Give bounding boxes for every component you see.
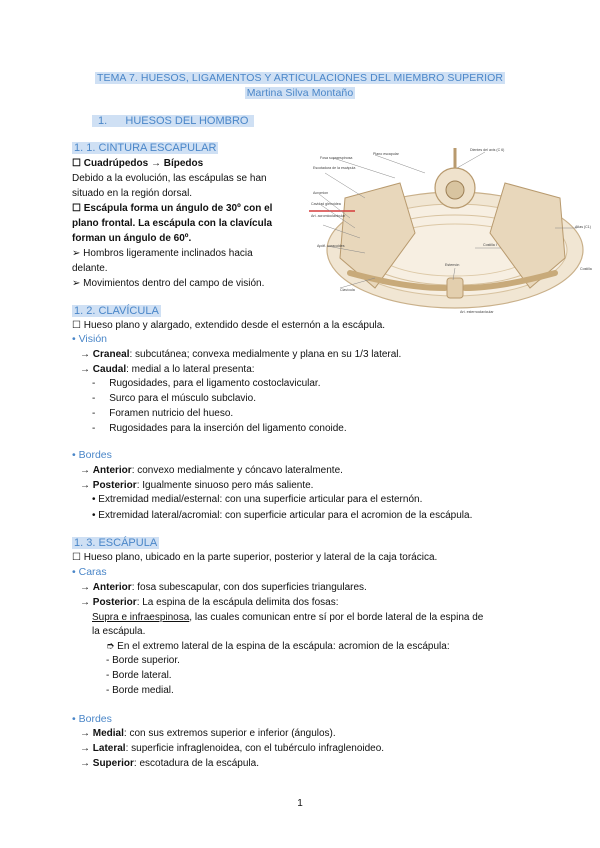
anterior-line: → Anterior: convexo medialmente y cóncavo lateralmente. (80, 465, 343, 476)
extremity-medial: • Extremidad medial/esternal: con una superficie articular para el esternón. (92, 494, 423, 505)
bullet-shoulders: ➢ Hombros ligeramente inclinados hacia (72, 248, 253, 259)
acromion-sub-item: - Borde lateral. (106, 670, 172, 681)
clavicle-intro: ☐ Hueso plano y alargado, extendido desde el esternón a la escápula. (72, 320, 386, 331)
medial-line: → Medial: con sus extremos superior e inferior (ángulos). (80, 728, 336, 739)
figure-label: Fosa supraespinosa (320, 156, 353, 160)
figure-label: Atlas (C1) (575, 225, 591, 229)
list-item: - Surco para el músculo subclavio. (92, 393, 256, 404)
quadrupeds-line: ☐ Cuadrúpedos → Bípedos (72, 158, 204, 169)
figure-label: Escotadura de la escápula (313, 166, 356, 170)
caras-label: • Caras (72, 566, 107, 578)
paragraph-angle-2: plano frontal. La escápula con la clavícula (72, 218, 273, 229)
page-number: 1 (297, 798, 303, 809)
document-title: TEMA 7. HUESOS, LIGAMENTOS Y ARTICULACIONES DEL MIEMBRO SUPERIOR (96, 72, 504, 84)
scapula-posterior-line: → Posterior: La espina de la escápula delimita dos fosas: (80, 597, 339, 608)
paragraph-evolution: Debido a la evolución, las escápulas se han (72, 173, 267, 184)
section-heading: 1. HUESOS DEL HOMBRO (92, 115, 254, 127)
figure-label: Clavícula (340, 288, 355, 292)
vision-label: • Visión (72, 333, 108, 345)
bullet-shoulders-2: delante. (72, 263, 108, 274)
bordes-label: • Bordes (72, 449, 112, 461)
acromion-sub-item: - Borde superior. (106, 655, 180, 666)
paragraph-evolution-2: situado en la región dorsal. (72, 188, 193, 199)
list-item: - Rugosidades para la inserción del ligamento conoide. (92, 423, 347, 434)
subsection-heading-escapula: 1. 3. ESCÁPULA (74, 537, 158, 549)
acromion-line: ➮ En el extremo lateral de la espina de la escápula: acromion de la escápula: (106, 641, 450, 652)
paragraph-angle-3: forman un ángulo de 60º. (72, 233, 192, 244)
figure-label: Esternón (445, 263, 460, 267)
paragraph-angle-1: ☐ Escápula forma un ángulo de 30º con el (72, 203, 273, 214)
craneal-line: → Craneal: subcutánea; convexa medialmente y plana en su 1/3 lateral. (80, 349, 402, 360)
figure-label: Art. acromioclavicular (311, 214, 346, 218)
scapula-anterior-line: → Anterior: fosa subescapular, con dos superficies triangulares. (80, 582, 367, 593)
acromion-sub-item: - Borde medial. (106, 685, 174, 696)
figure-label: Cavidad glenoidea (311, 202, 341, 206)
extremity-lateral: • Extremidad lateral/acromial: con superficie articular para el acromion de la escápula. (92, 510, 473, 521)
caudal-line: → Caudal: medial a lo lateral presenta: (80, 364, 255, 375)
bullet-vision: ➢ Movimientos dentro del campo de visión. (72, 278, 265, 289)
document-author: Martina Silva Montaño (246, 87, 354, 99)
subsection-heading-clavicula: 1. 2. CLAVÍCULA (74, 305, 159, 317)
figure-label: Plano escapular (373, 152, 399, 156)
figure-label: Dientes del axis (C 6) (470, 148, 505, 152)
scapula-intro: ☐ Hueso plano, ubicado en la parte superior, posterior y lateral de la caja torácica. (72, 552, 438, 563)
lateral-line: → Lateral: superficie infraglenoidea, con el tubérculo infraglenoideo. (80, 743, 385, 754)
supra-infra-line-2: la escápula. (92, 626, 146, 637)
figure-label: Art. esternoclavicular (460, 310, 494, 314)
superior-line: → Superior: escotadura de la escápula. (80, 758, 259, 769)
figure-label: Apófi. coracoides (317, 244, 345, 248)
subsection-heading-cintura: 1. 1. CINTURA ESCAPULAR (74, 142, 217, 154)
figure-label: Acromion (313, 191, 329, 195)
shoulder-girdle-illustration (305, 138, 600, 316)
list-item: - Rugosidades, para el ligamento costoclavicular. (92, 378, 321, 389)
supra-infra-line: Supra e infraespinosa, las cuales comunican entre sí por el borde lateral de la espina de (92, 612, 484, 623)
posterior-line: → Posterior: Igualmente sinuoso pero más saliente. (80, 480, 314, 491)
scapula-bordes-label: • Bordes (72, 713, 112, 725)
figure-label: Costilla I (483, 243, 497, 247)
figure-label: Costilla (580, 267, 592, 271)
list-item: - Foramen nutricio del hueso. (92, 408, 234, 419)
